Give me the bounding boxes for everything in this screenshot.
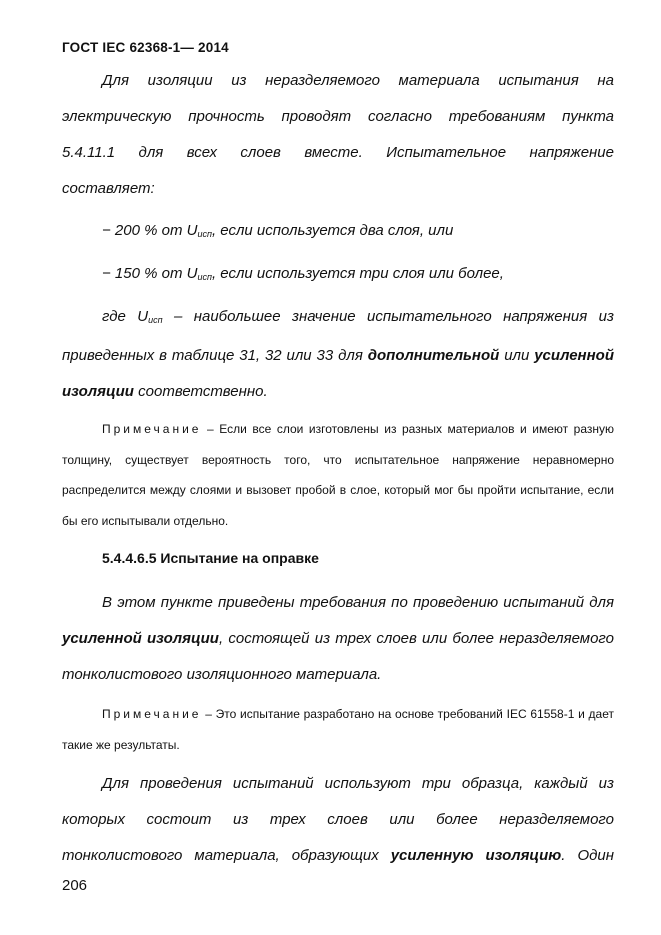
note-label: Примечание [102, 707, 202, 721]
bold-term: усиленной изоляции [62, 347, 614, 400]
text-run: где U [102, 308, 149, 325]
text-run: – наибольшее значение испытательного напряжения из приведенных в таблице 31, 32 или 33 для [62, 308, 614, 364]
list-item-text: , если используется два слоя, или [211, 222, 454, 239]
subscript: исп [148, 315, 163, 325]
list-item-text: − 150 % от U [102, 265, 198, 282]
subscript: исп [197, 229, 212, 239]
paragraph-line: 5.4.11.1 для всех слоев вместе. Испытательное напряжение [62, 144, 614, 161]
paragraph-test-voltage-definition [62, 299, 614, 410]
bold-term: дополнительной [367, 347, 500, 364]
text-run: или [499, 347, 535, 364]
list-item-text: − 200 % от U [102, 222, 198, 239]
bold-term: усиленной изоляции [62, 630, 219, 647]
list-item-200-percent [102, 222, 453, 239]
note-label: Примечание [102, 422, 202, 436]
text-run: В этом пункте приведены требования по проведению испытаний для [102, 594, 614, 611]
text-run: . Один [561, 847, 614, 864]
list-item-text: , если используется три слоя или более, [211, 265, 504, 282]
note-layers [62, 414, 614, 536]
bold-term: усиленную изоляцию [390, 847, 562, 864]
text-run: соответственно. [133, 383, 268, 400]
section-heading: 5.4.4.6.5 Испытание на оправке [102, 550, 319, 566]
note-text: – Если все слои изготовлены из разных материалов и имеют разную толщину, существует вероятность того, что испытательное напряжение неравномерно распределится между слоями и вызовет пробой в слое, который мог бы пройти испытание, если бы его испытывали отдельно. [62, 422, 614, 528]
subscript: исп [197, 272, 212, 282]
page-number: 206 [62, 877, 88, 894]
text-run: , состоящей из трех слоев или более неразделяемого тонколистового изоляционного материала. [62, 630, 614, 683]
paragraph-line: составляет: [62, 180, 155, 197]
document-header: ГОСТ IEC 62368-1— 2014 [62, 40, 229, 55]
note-iec-61558 [62, 699, 614, 760]
paragraph-mandrel-test-intro [62, 585, 614, 693]
paragraph-samples [62, 766, 614, 874]
text-run: Для проведения испытаний используют три образца, каждый из которых состоит из трех слоев или более неразделяемого тонколистового материала, образующих [62, 775, 614, 864]
paragraph-line: Для изоляции из неразделяемого материала испытания на [102, 72, 614, 89]
note-text: – Это испытание разработано на основе требований IEC 61558-1 и дает такие же результаты. [62, 707, 614, 752]
list-item-150-percent [102, 265, 504, 282]
paragraph-line: электрическую прочность проводят согласно требованиям пункта [62, 108, 614, 125]
